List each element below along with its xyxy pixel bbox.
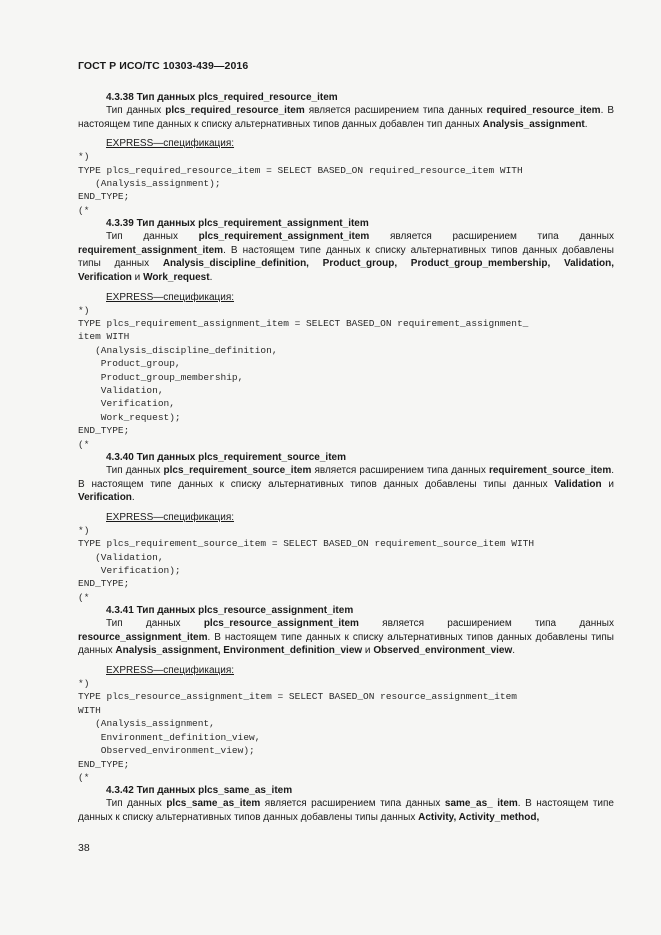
express-spec-label: EXPRESS—спецификация: xyxy=(106,291,235,303)
paragraph-run: Тип данных xyxy=(106,465,164,477)
paragraph-run: и xyxy=(131,272,144,283)
document-content xyxy=(78,91,614,825)
express-spec-label: EXPRESS—спецификация: xyxy=(106,511,235,523)
paragraph-run: является расширением типа данных xyxy=(358,618,614,630)
express-spec-label: EXPRESS—спецификация: xyxy=(106,138,235,150)
paragraph-run: является расширением типа данных xyxy=(311,465,489,477)
paragraph-run: Тип данных xyxy=(106,105,166,116)
paragraph-run: . xyxy=(131,492,135,504)
section xyxy=(78,784,614,824)
section-heading: 4.3.39 Тип данных plcs_requirement_assignment_item xyxy=(106,218,369,230)
document-header: ГОСТ Р ИСО/ТС 10303-439—2016 xyxy=(78,60,249,72)
paragraph-run: Validation xyxy=(554,478,602,490)
paragraph-run: same_as_ item xyxy=(444,798,518,810)
express-code: *) TYPE plcs_required_resource_item = SELECT BASED_ON required_resource_item WITH (Analysis_assignment); END_TYPE; (* xyxy=(78,151,523,216)
paragraph-run: Verification xyxy=(78,492,132,504)
express-code: *) TYPE plcs_resource_assignment_item = SELECT BASED_ON resource_assignment_item WITH (Analysis_assignment, Environment_definition_view, Observed_environment_view); END_TYPE; (* xyxy=(78,678,517,783)
paragraph-run: является расширением типа данных xyxy=(260,798,445,810)
page-number: 38 xyxy=(78,842,90,854)
paragraph-run: . xyxy=(584,118,588,130)
paragraph-run: requirement_source_item xyxy=(488,465,612,477)
paragraph-run: Activity, Activity_method, xyxy=(418,811,540,823)
paragraph-run: plcs_requirement_source_item xyxy=(163,465,312,477)
paragraph-run: Тип данных xyxy=(106,231,199,243)
paragraph-run: является расширением типа данных xyxy=(369,231,614,243)
paragraph-run: plcs_requirement_assignment_item xyxy=(198,231,370,243)
section xyxy=(78,91,614,217)
section xyxy=(78,604,614,784)
paragraph-run: Observed_environment_view xyxy=(373,645,513,657)
paragraph-run: . xyxy=(209,272,213,283)
section-heading: 4.3.40 Тип данных plcs_requirement_source_item xyxy=(106,452,346,464)
paragraph-run: Analysis_assignment, Environment_definition_view xyxy=(115,645,363,657)
paragraph-run: . xyxy=(512,645,516,657)
paragraph-run: . В настоящем типе данных к списку альтернативных типов данных добавлены типы данных xyxy=(78,798,614,823)
section xyxy=(78,451,614,604)
section-heading: 4.3.41 Тип данных plcs_resource_assignment_item xyxy=(106,605,354,617)
express-code: *) TYPE plcs_requirement_source_item = SELECT BASED_ON requirement_source_item WITH (Validation, Verification); END_TYPE; (* xyxy=(78,524,535,603)
section xyxy=(78,217,614,451)
section-paragraph xyxy=(78,617,614,658)
paragraph-run: plcs_required_resource_item xyxy=(165,105,305,116)
paragraph-run: plcs_same_as_item xyxy=(166,798,261,810)
paragraph-run: required_resource_item xyxy=(486,105,601,116)
express-spec-label: EXPRESS—спецификация: xyxy=(106,665,235,677)
paragraph-run: Analysis_assignment xyxy=(482,118,585,130)
paragraph-run: requirement_assignment_item xyxy=(78,244,224,256)
paragraph-run: . В настоящем типе данных к списку альтернативных типов данных добавлены типы данных xyxy=(78,465,614,490)
section-paragraph xyxy=(78,464,614,505)
paragraph-run: . В настоящем типе данных к списку альтернативных типов данных добавлены типы данных xyxy=(78,631,614,657)
paragraph-run: и xyxy=(601,478,614,490)
paragraph-run: Тип данных xyxy=(106,618,204,630)
section-paragraph xyxy=(78,104,614,131)
paragraph-run: . В настоящем типе данных к списку альтернативных типов данных добавлены типы данных xyxy=(78,244,614,270)
paragraph-run: и xyxy=(362,645,374,657)
paragraph-run: Analysis_discipline_definition, Product_group, Product_group_membership, Validation, Verification xyxy=(78,258,614,283)
section-paragraph xyxy=(78,797,614,824)
paragraph-run: resource_assignment_item xyxy=(78,631,208,643)
paragraph-run: Тип данных xyxy=(106,798,167,810)
paragraph-run: является расширением типа данных xyxy=(304,105,487,116)
section-paragraph xyxy=(78,230,614,284)
paragraph-run: . В настоящем типе данных к списку альтернативных типов данных добавлен тип данных xyxy=(78,105,614,130)
section-heading: 4.3.42 Тип данных plcs_same_as_item xyxy=(106,785,293,797)
paragraph-run: Work_request xyxy=(143,272,210,283)
paragraph-run: plcs_resource_assignment_item xyxy=(203,618,359,630)
express-code: *) TYPE plcs_requirement_assignment_item = SELECT BASED_ON requirement_assignment_ item WITH (Analysis_discipline_definition, Product_group, Product_group_membership, Validation, Verification, Work_request); END_TYPE; (* xyxy=(78,304,529,450)
section-heading: 4.3.38 Тип данных plcs_required_resource_item xyxy=(106,92,338,103)
